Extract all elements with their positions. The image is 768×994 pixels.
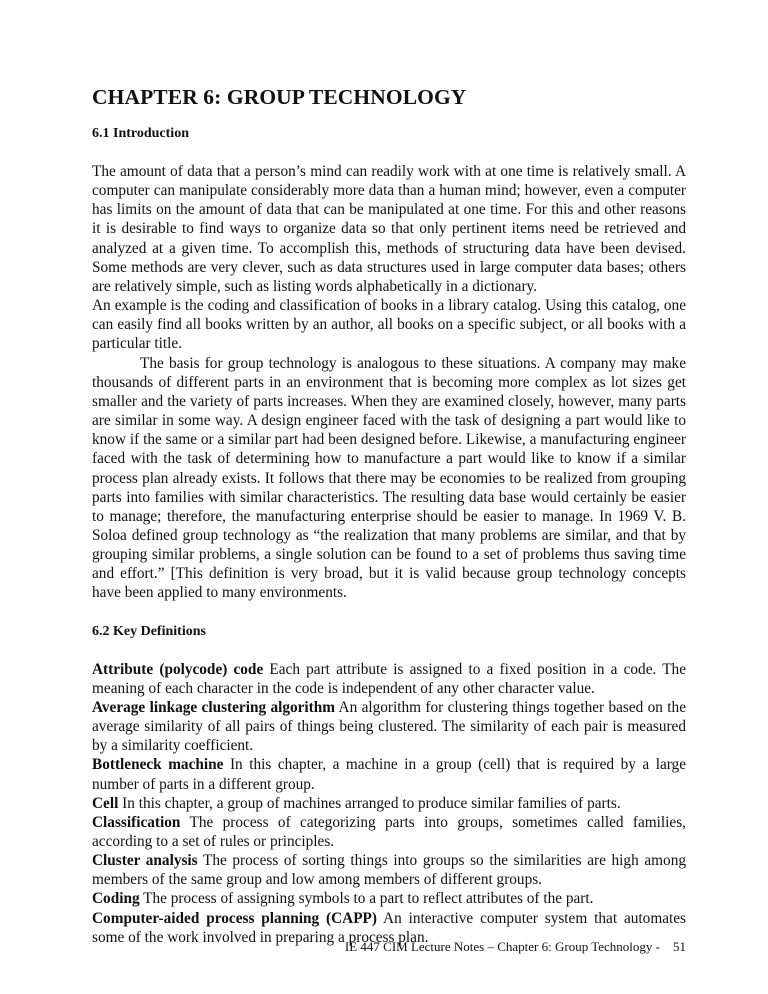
intro-paragraph-2: An example is the coding and classification of books in a library catalog. Using this catalog, one can easily find all books written by an author, all books on a specific subject, or all books with a particular title. <box>92 297 686 353</box>
document-page <box>92 84 686 947</box>
page-footer <box>92 939 686 955</box>
page-number: 51 <box>673 939 686 954</box>
footer-text: IE 447 CIM Lecture Notes – Chapter 6: Group Technology - <box>344 939 660 954</box>
definition-term: Attribute (polycode) code <box>92 660 264 678</box>
definition-item <box>92 660 686 698</box>
definition-text: The process of categorizing parts into groups, sometimes called families, according to a set of rules or principles. <box>92 813 686 850</box>
definition-term: Average linkage clustering algorithm <box>92 698 336 716</box>
definition-term: Computer-aided process planning (CAPP) <box>92 909 377 927</box>
definition-term: Bottleneck machine <box>92 756 224 774</box>
section-key-definitions <box>92 622 686 947</box>
definition-item <box>92 813 686 851</box>
intro-paragraph-3: The basis for group technology is analogous to these situations. A company may make thousands of different parts in an environment that is becoming more complex as lot sizes get smaller and the variety of parts increases. When they are examined closely, however, many parts are similar in some way. A design engineer faced with the task of designing a part would like to know if the same or a similar part had been designed before. Likewise, a manufacturing engineer faced with the task of determining how to manufacture a part would like to know if a similar process plan already exists. It follows that there may be economies to be realized from grouping parts into families with similar characteristics. The resulting data base would certainly be easier to manage; therefore, the manufacturing enterprise should be easier to manage. In 1969 V. B. Soloa defined group technology as “the realization that many problems are similar, and that by grouping similar problems, a single solution can be found to a set of problems thus saving time and effort.” [This definition is very broad, but it is valid because group technology concepts have been applied to many environments. <box>92 354 686 602</box>
definition-item <box>92 698 686 755</box>
definition-text: Each part attribute is assigned to a fixed position in a code. The meaning of each character in the code is independent of any other character value. <box>92 660 686 697</box>
definition-term: Cell <box>92 794 119 812</box>
section-spacer <box>92 603 686 622</box>
intro-paragraph-1: The amount of data that a person’s mind can readily work with at one time is relatively small. A computer can manipulate considerably more data than a human mind; however, even a computer has limits on the amount of data that can be manipulated at one time. For this and other reasons it is desirable to find ways to organize data so that only pertinent items need be retrieved and analyzed at a given time. To accomplish this, methods of structuring data have been devised. Some methods are very clever, such as data structures used in large computer data bases; others are relatively simple, such as listing words alphabetically in a dictionary. <box>92 163 686 295</box>
section-heading-key-definitions: 6.2 Key Definitions <box>92 623 206 639</box>
definition-term: Cluster analysis <box>92 852 198 870</box>
definition-item <box>92 889 686 908</box>
definition-text: In this chapter, a machine in a group (cell) that is required by a large number of parts in a different group. <box>92 756 686 793</box>
definition-text: An algorithm for clustering things together based on the average similarity of all pairs of things being clustered. The similarity of each pair is measured by a similarity coefficient. <box>92 698 686 755</box>
definition-text: In this chapter, a group of machines arranged to produce similar families of parts. <box>118 794 621 812</box>
section-introduction <box>92 124 686 603</box>
definition-term: Coding <box>92 890 140 908</box>
section-heading-introduction: 6.1 Introduction <box>92 126 189 141</box>
definition-item <box>92 851 686 889</box>
chapter-title: CHAPTER 6: GROUP TECHNOLOGY <box>92 85 467 109</box>
definition-text: An interactive computer system that automates some of the work involved in preparing a process plan. <box>92 909 686 946</box>
definition-item <box>92 794 686 813</box>
definition-text: The process of assigning symbols to a part to reflect attributes of the part. <box>139 890 594 908</box>
definition-item <box>92 755 686 793</box>
definition-text: The process of sorting things into groups so the similarities are high among members of the same group and low among members of different groups. <box>92 852 686 889</box>
definition-term: Classification <box>92 813 181 831</box>
